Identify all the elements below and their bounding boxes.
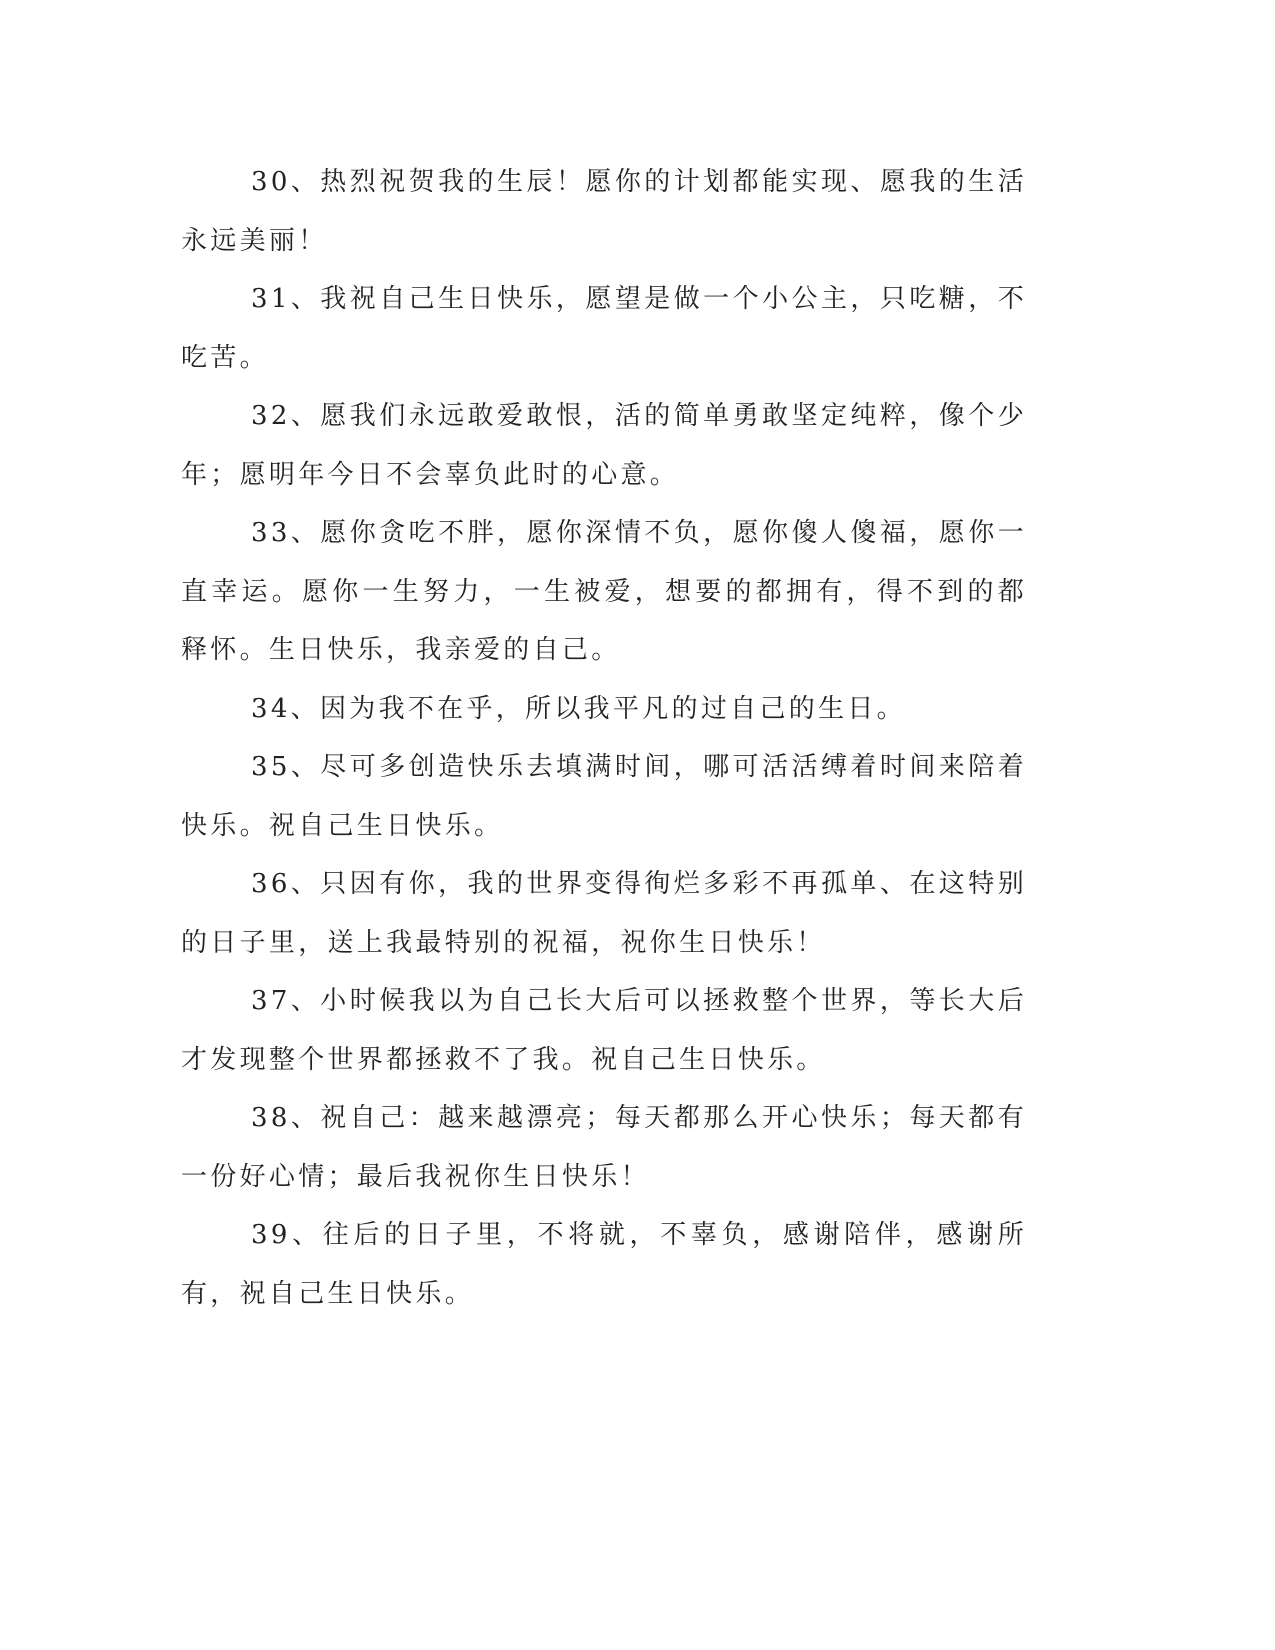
paragraph-31: 31、我祝自己生日快乐，愿望是做一个小公主，只吃糖，不吃苦。	[181, 284, 1027, 373]
paragraph-39: 39、往后的日子里，不将就，不辜负，感谢陪伴，感谢所有，祝自己生日快乐。	[181, 1220, 1027, 1309]
paragraph-30: 30、热烈祝贺我的生辰！愿你的计划都能实现、愿我的生活永远美丽！	[181, 167, 1027, 256]
paragraph-34: 34、因为我不在乎，所以我平凡的过自己的生日。	[251, 693, 906, 724]
paragraph-32: 32、愿我们永远敢爱敢恨，活的简单勇敢坚定纯粹，像个少年；愿明年今日不会辜负此时的心意。	[181, 401, 1027, 490]
paragraph-33: 33、愿你贪吃不胖，愿你深情不负，愿你傻人傻福，愿你一直幸运。愿你一生努力，一生被爱，想要的都拥有，得不到的都释怀。生日快乐，我亲爱的自己。	[181, 518, 1027, 665]
paragraph-36: 36、只因有你，我的世界变得徇烂多彩不再孤单、在这特别的日子里，送上我最特别的祝福，祝你生日快乐！	[181, 869, 1027, 958]
document-body	[181, 153, 1027, 1323]
paragraph-37: 37、小时候我以为自己长大后可以拯救整个世界，等长大后才发现整个世界都拯救不了我。祝自己生日快乐。	[181, 986, 1027, 1075]
paragraph-38: 38、祝自己：越来越漂亮；每天都那么开心快乐；每天都有一份好心情；最后我祝你生日快乐！	[181, 1103, 1027, 1192]
paragraph-35: 35、尽可多创造快乐去填满时间，哪可活活缚着时间来陪着快乐。祝自己生日快乐。	[181, 752, 1027, 841]
